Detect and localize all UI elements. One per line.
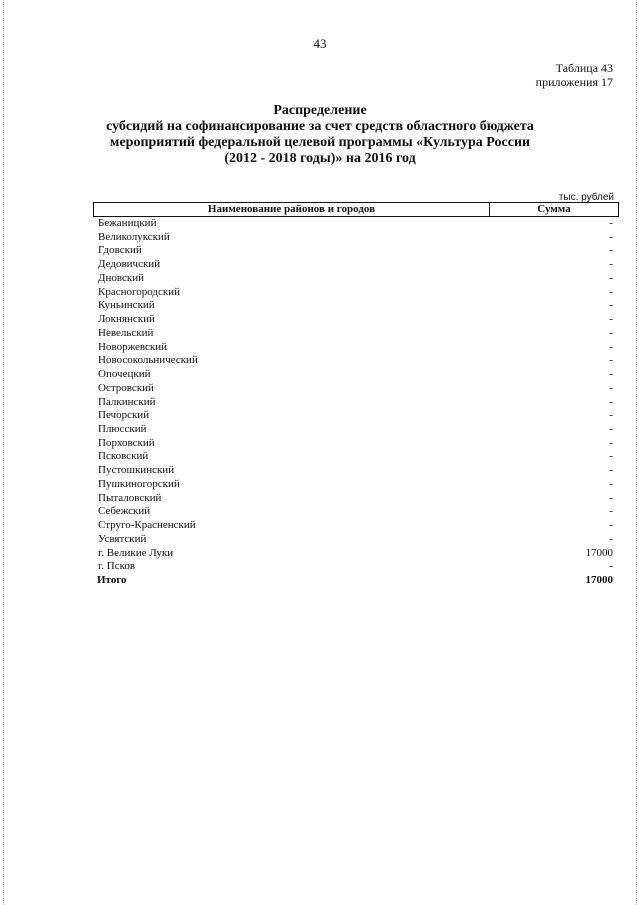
total-value: 17000 xyxy=(585,574,613,587)
table-row xyxy=(93,437,619,451)
page-number: 43 xyxy=(313,36,327,51)
row-name: Куньинский xyxy=(98,299,155,312)
row-name: Струго-Красненский xyxy=(98,519,196,532)
row-name: Дедовичский xyxy=(98,258,161,271)
row-value: - xyxy=(609,271,613,284)
table-row xyxy=(93,492,619,506)
row-value: - xyxy=(609,368,613,381)
row-name: Великолукский xyxy=(98,230,170,243)
row-value: - xyxy=(609,560,613,573)
row-value: - xyxy=(609,532,613,545)
row-name: Себежский xyxy=(98,505,151,518)
row-value: - xyxy=(609,409,613,422)
table-row xyxy=(93,299,619,313)
table-row xyxy=(93,533,619,547)
row-name: Красногородский xyxy=(98,285,181,298)
table-ref-line1: Таблица 43 xyxy=(555,61,613,75)
row-value: - xyxy=(609,326,613,339)
row-name: г. Великие Луки xyxy=(98,546,174,559)
row-value: - xyxy=(609,436,613,449)
row-value: - xyxy=(609,217,613,229)
table-row xyxy=(93,217,619,231)
row-name: Печорский xyxy=(98,409,150,422)
table-row xyxy=(93,258,619,272)
row-name: Островский xyxy=(98,381,154,394)
row-value: - xyxy=(609,381,613,394)
table-row xyxy=(93,231,619,245)
table-row xyxy=(93,409,619,423)
table-row xyxy=(93,396,619,410)
table-row xyxy=(93,547,619,561)
row-name: Пустошкинский xyxy=(98,464,175,477)
table-row xyxy=(93,423,619,437)
row-value: - xyxy=(609,244,613,257)
table-row xyxy=(93,478,619,492)
row-name: Опочецкий xyxy=(98,368,151,381)
row-name: Бежаницкий xyxy=(98,217,157,229)
title-line2: субсидий на софинансирование за счет средств областного бюджета xyxy=(106,119,534,134)
table-row xyxy=(93,341,619,355)
row-name: Порховский xyxy=(98,436,155,449)
row-name: Невельский xyxy=(98,326,154,339)
table-row xyxy=(93,244,619,258)
table-row xyxy=(93,313,619,327)
units-label: тыс. рублей xyxy=(558,192,614,203)
table-row xyxy=(93,505,619,519)
table-row xyxy=(93,450,619,464)
row-value: - xyxy=(609,477,613,490)
table-row xyxy=(93,560,619,574)
row-value: - xyxy=(609,258,613,271)
row-name: Гдовский xyxy=(98,244,142,257)
table-row xyxy=(93,382,619,396)
row-value: - xyxy=(609,354,613,367)
row-name: Новоржевский xyxy=(98,340,168,353)
row-name: Палкинский xyxy=(98,395,156,408)
table-header xyxy=(93,202,619,217)
row-value: - xyxy=(609,299,613,312)
row-value: - xyxy=(609,340,613,353)
row-value: - xyxy=(609,450,613,463)
table-row xyxy=(93,327,619,341)
table-row xyxy=(93,464,619,478)
row-name: Псковский xyxy=(98,450,149,463)
row-name: Локнянский xyxy=(98,313,155,326)
row-value: - xyxy=(609,230,613,243)
table-body xyxy=(93,217,619,574)
row-name: Пыталовский xyxy=(98,491,162,504)
table-reference xyxy=(536,61,613,89)
header-sum: Сумма xyxy=(537,203,571,215)
header-name: Наименование районов и городов xyxy=(94,203,490,216)
row-value: - xyxy=(609,464,613,477)
row-value: - xyxy=(609,505,613,518)
row-name: г. Псков xyxy=(98,560,136,573)
row-name: Дновский xyxy=(98,271,145,284)
row-value: - xyxy=(609,491,613,504)
table-ref-line2: приложения 17 xyxy=(535,75,613,89)
table-row xyxy=(93,354,619,368)
row-name: Усвятский xyxy=(98,532,147,545)
title-line1: Распределение xyxy=(273,103,367,118)
row-value: - xyxy=(609,313,613,326)
total-label: Итого xyxy=(97,574,127,587)
subsidy-table xyxy=(93,202,619,588)
row-name: Плюсский xyxy=(98,423,147,436)
row-value: 17000 xyxy=(585,546,613,559)
row-value: - xyxy=(609,285,613,298)
row-value: - xyxy=(609,423,613,436)
table-row xyxy=(93,286,619,300)
total-row xyxy=(93,574,619,588)
row-value: - xyxy=(609,395,613,408)
title-line4: (2012 - 2018 годы)» на 2016 год xyxy=(224,151,416,166)
table-row xyxy=(93,519,619,533)
row-name: Пушкиногорский xyxy=(98,477,180,490)
title-line3: мероприятий федеральной целевой программы «Культура России xyxy=(109,135,531,150)
table-row xyxy=(93,368,619,382)
row-name: Новосокольнический xyxy=(98,354,198,367)
document-title xyxy=(0,103,640,167)
table-row xyxy=(93,272,619,286)
row-value: - xyxy=(609,519,613,532)
